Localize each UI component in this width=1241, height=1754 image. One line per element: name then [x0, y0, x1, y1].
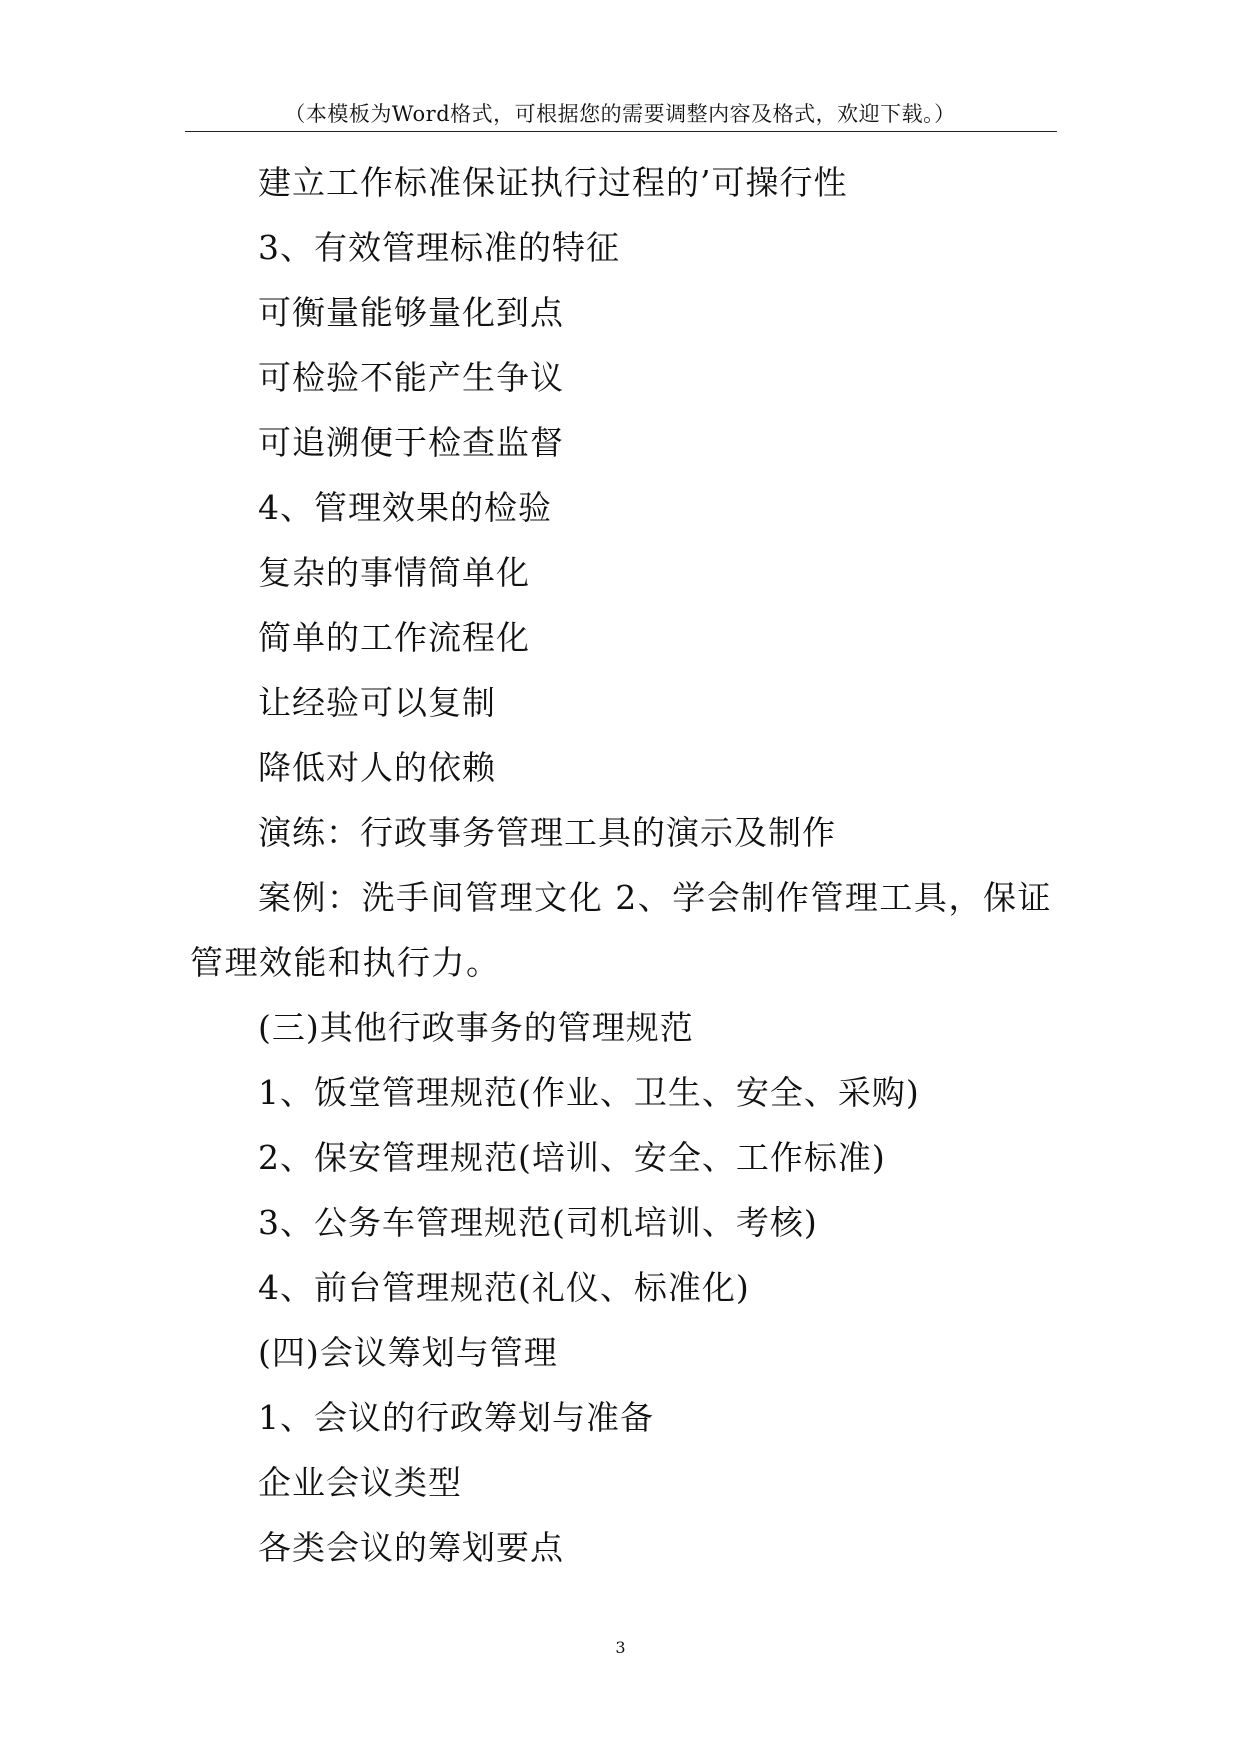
body-line: 4、前台管理规范(礼仪、标准化): [258, 1268, 750, 1307]
body-line: 演练：行政事务管理工具的演示及制作: [258, 813, 836, 852]
header-divider: [185, 131, 1057, 132]
body-line: 1、会议的行政筹划与准备: [258, 1398, 654, 1437]
template-header-note: （本模板为Word格式，可根据您的需要调整内容及格式，欢迎下载。）: [284, 102, 956, 126]
body-line: 降低对人的依赖: [258, 748, 496, 787]
body-line: 复杂的事情简单化: [258, 553, 530, 592]
body-line: 让经验可以复制: [258, 683, 496, 722]
body-line: 可衡量能够量化到点: [258, 293, 564, 332]
body-line: 3、公务车管理规范(司机培训、考核): [258, 1203, 818, 1242]
body-line: 可追溯便于检查监督: [258, 423, 564, 462]
body-line: 各类会议的筹划要点: [258, 1528, 564, 1567]
section-heading: (三)其他行政事务的管理规范: [258, 1008, 694, 1047]
body-line: 企业会议类型: [258, 1463, 462, 1502]
body-line: 建立工作标准保证执行过程的’可操行性: [258, 163, 848, 202]
body-line: 3、有效管理标准的特征: [258, 228, 620, 267]
page-number: 3: [615, 1638, 626, 1657]
wrapped-paragraph: 案例：洗手间管理文化 2、学会制作管理工具，保证管理效能和执行力。: [190, 878, 1052, 982]
body-line: 简单的工作流程化: [258, 618, 530, 657]
body-line: 1、饭堂管理规范(作业、卫生、安全、采购): [258, 1073, 920, 1112]
body-line: 2、保安管理规范(培训、安全、工作标准): [258, 1138, 886, 1177]
body-line: 4、管理效果的检验: [258, 488, 552, 527]
section-heading: (四)会议筹划与管理: [258, 1333, 558, 1372]
document-body: [190, 150, 1052, 1580]
body-line: 可检验不能产生争议: [258, 358, 564, 397]
